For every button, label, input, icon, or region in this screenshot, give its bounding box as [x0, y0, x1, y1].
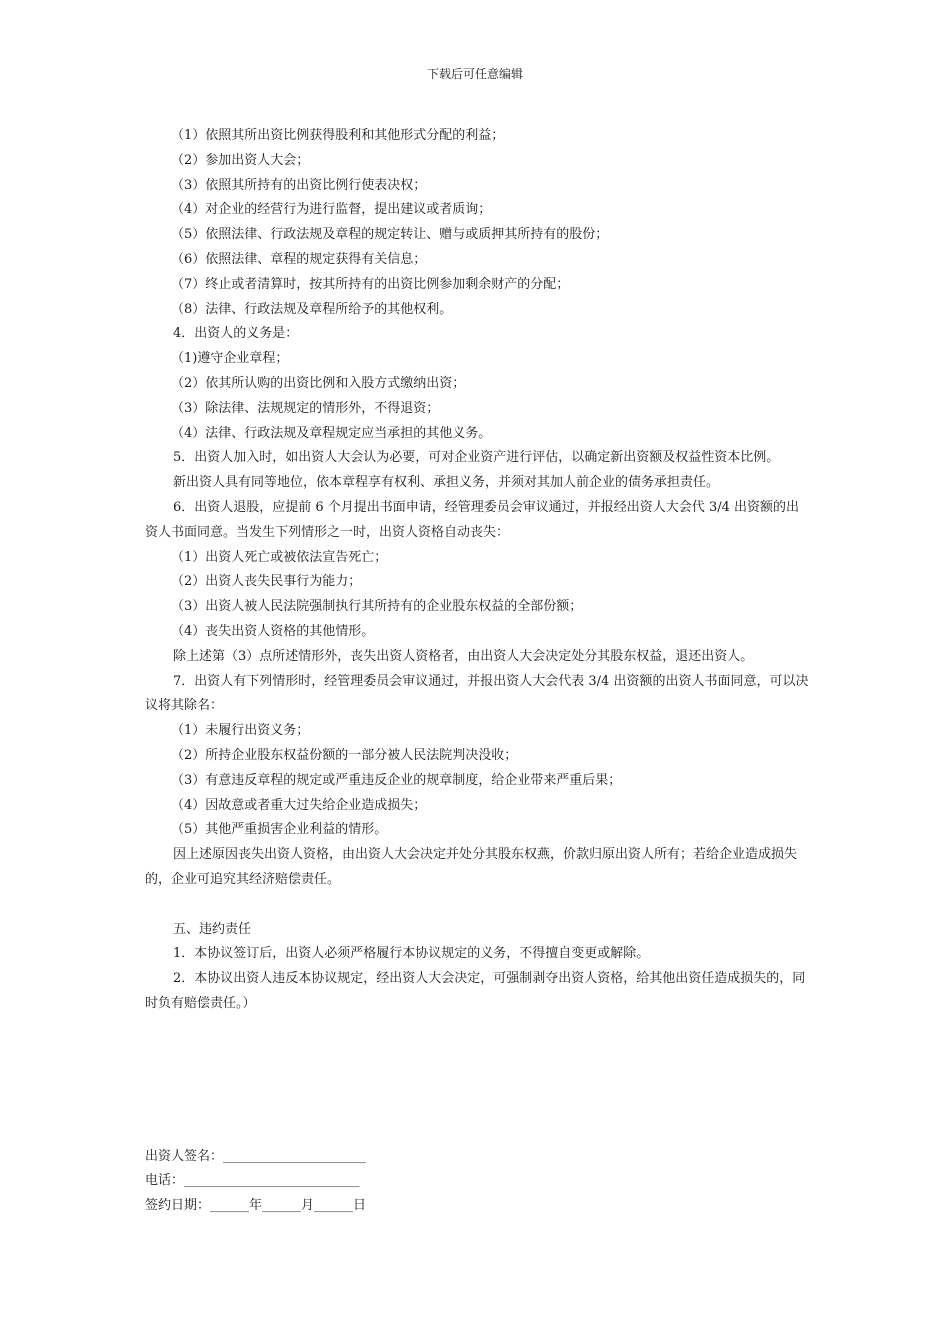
paragraph: （3）除法律、法规规定的情形外，不得退资；	[171, 400, 440, 416]
paragraph: （3）依照其所持有的出资比例行使表决权；	[171, 177, 427, 193]
signer-line: 出资人签名：______________________	[145, 1149, 367, 1164]
paragraph: （4）法律、行政法规及章程规定应当承担的其他义务。	[171, 425, 492, 441]
paragraph: （7）终止或者清算时，按其所持有的出资比例参加剩余财产的分配；	[171, 276, 570, 292]
paragraph: 7．出资人有下列情形时，经管理委员会审议通过，并报出资人大会代表 3/4 出资额的出资人书面同意，可以决议将其除名：	[145, 673, 809, 714]
phone-line: 电话：___________________________	[145, 1173, 360, 1189]
date-line: 签约日期：______年______月______日	[145, 1197, 367, 1213]
paragraph: （4）因故意或者重大过失给企业造成损失；	[171, 797, 427, 813]
paragraph: （2）出资人丧失民事行为能力；	[171, 574, 362, 590]
paragraph: 2．本协议出资人违反本协议规定，经出资人大会决定，可强制剥夺出资人资格，给其他出资任造成损失的，同时负有赔偿责任。）	[145, 971, 806, 1011]
signature-block	[145, 1145, 645, 1218]
paragraph: 新出资人具有同等地位，依本章程享有权利、承担义务，并须对其加人前企业的债务承担责任。	[173, 475, 720, 491]
paragraph: （5）其他严重损害企业利益的情形。	[171, 822, 388, 838]
paragraph: （3）出资人被人民法院强制执行其所持有的企业股东权益的全部份额；	[171, 599, 583, 615]
paragraph: （6）依照法律、章程的规定获得有关信息；	[171, 251, 427, 267]
paragraph: 除上述第（3）点所述情形外，丧失出资人资格者，由出资人大会决定处分其股东权益，退还出资人。	[173, 648, 754, 664]
paragraph: （2）所持企业股东权益份额的一部分被人民法院判决没收；	[171, 747, 518, 763]
paragraph: （1）未履行出资义务；	[171, 723, 310, 739]
paragraph: （4）丧失出资人资格的其他情形。	[171, 623, 375, 639]
paragraph: 因上述原因丧失出资人资格，由出资人大会决定并处分其股东权燕，价款归原出资人所有；若给企业造成损失的，企业可追究其经济赔偿责任。	[145, 847, 798, 887]
paragraph: （3）有意违反章程的规定或严重违反企业的规章制度，给企业带来严重后果；	[171, 772, 622, 788]
paragraph: 5．出资人加入时，如出资人大会认为必要，可对企业资产进行评估，以确定新出资额及权益性资本比例。	[173, 450, 780, 466]
paragraph: 1．本协议签订后，出资人必须严格履行本协议规定的义务，不得擅自变更或解除。	[173, 946, 650, 962]
page-header: 下载后可任意编辑	[426, 67, 523, 81]
paragraph: 6．出资人退股，应提前 6 个月提出书面申请，经管理委员会审议通过，并报经出资人大会代 3/4 出资额的出资人书面同意。当发生下列情形之一时，出资人资格自动丧失：	[145, 499, 799, 540]
paragraph: （5）依照法律、行政法规及章程的规定转让、赠与或质押其所持有的股份；	[171, 227, 609, 243]
document-body	[145, 124, 810, 1017]
paragraph: （2）依其所认购的出资比例和入股方式缴纳出资；	[171, 375, 466, 391]
paragraph: （1）出资人死亡或被依法宣告死亡；	[171, 549, 388, 565]
paragraph: （2）参加出资人大会；	[171, 152, 310, 168]
paragraph: （4）对企业的经营行为进行监督，提出建议或者质询；	[171, 202, 492, 218]
blank-line	[145, 893, 810, 918]
paragraph: （8）法律、行政法规及章程所给予的其他权利。	[171, 301, 453, 317]
paragraph: 五、违约责任	[173, 921, 252, 937]
paragraph: （1)遵守企业章程；	[171, 351, 289, 367]
paragraph: 4．出资人的义务是：	[173, 326, 299, 342]
paragraph: （1）依照其所出资比例获得股利和其他形式分配的利益；	[171, 128, 505, 143]
